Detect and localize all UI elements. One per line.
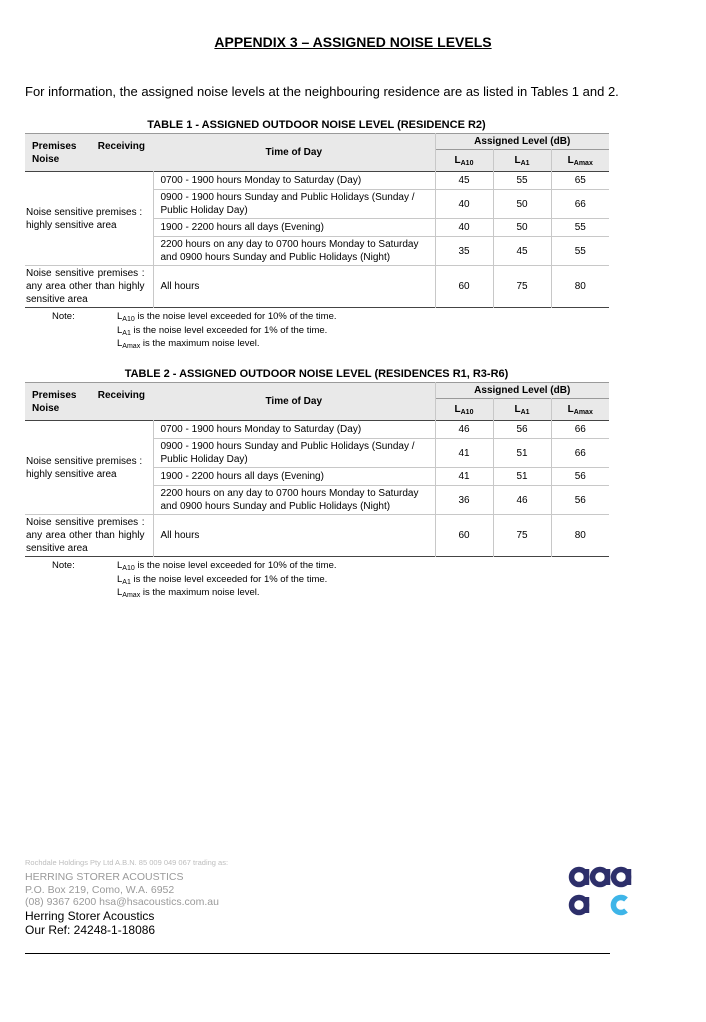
- premises-header: Premises Receiving Noise: [25, 134, 153, 172]
- value-cell: 40: [435, 190, 493, 219]
- value-cell: 36: [435, 486, 493, 515]
- assigned-level-header: Assigned Level (dB): [435, 134, 609, 150]
- note-line: $L_{A10}$ is the noise level exceeded for 10% of the time.: [117, 311, 337, 323]
- value-cell: 60: [435, 515, 493, 557]
- page-title: APPENDIX 3 – ASSIGNED NOISE LEVELS: [214, 34, 492, 50]
- footer-company: HERRING STORER ACOUSTICS: [25, 871, 184, 883]
- value-cell: 75: [493, 515, 551, 557]
- value-cell: 56: [551, 486, 609, 515]
- value-cell: 55: [551, 219, 609, 237]
- value-cell: 51: [493, 468, 551, 486]
- premises-cell: Noise sensitive premises : highly sensitive area: [25, 172, 153, 266]
- la1-header: $L_{A1}$: [493, 399, 551, 421]
- time-cell: 0700 - 1900 hours Monday to Saturday (Day): [153, 172, 435, 190]
- value-cell: 45: [435, 172, 493, 190]
- footer-trading-as: Rochdale Holdings Pty Ltd A.B.N. 85 009 049 067 trading as:: [25, 858, 229, 867]
- table-row: [25, 266, 609, 308]
- table-row: [25, 515, 609, 557]
- note-line: $L_{A1}$ is the noise level exceeded for 1% of the time.: [117, 573, 328, 586]
- time-header: Time of Day: [153, 383, 435, 421]
- value-cell: 35: [435, 237, 493, 266]
- time-cell: 1900 - 2200 hours all days (Evening): [153, 468, 435, 486]
- footer-name: Herring Storer Acoustics: [25, 908, 155, 923]
- value-cell: 66: [551, 421, 609, 439]
- assigned-level-header: Assigned Level (dB): [435, 383, 609, 399]
- lamax-header: $L_{Amax}$: [551, 399, 609, 421]
- value-cell: 45: [493, 237, 551, 266]
- table2: [25, 382, 609, 557]
- time-cell: All hours: [153, 515, 435, 557]
- value-cell: 50: [493, 219, 551, 237]
- value-cell: 65: [551, 172, 609, 190]
- footer-divider: [25, 953, 610, 954]
- value-cell: 56: [493, 421, 551, 439]
- lamax-header: $L_{Amax}$: [551, 150, 609, 172]
- table-row: [25, 172, 609, 190]
- value-cell: 66: [551, 439, 609, 468]
- la1-header: $L_{A1}$: [493, 150, 551, 172]
- value-cell: 55: [493, 172, 551, 190]
- footer-ref: Our Ref: 24248-1-18086: [25, 922, 156, 937]
- note-line: $L_{A10}$ is the noise level exceeded for 10% of the time.: [117, 560, 337, 572]
- value-cell: 75: [493, 266, 551, 308]
- footer-address: P.O. Box 219, Como, W.A. 6952: [25, 883, 175, 896]
- value-cell: 41: [435, 468, 493, 486]
- note-line: $L_{Amax}$ is the maximum noise level.: [117, 587, 260, 599]
- la10-header: $L_{A10}$: [435, 150, 493, 172]
- table1: [25, 133, 609, 308]
- value-cell: 80: [551, 266, 609, 308]
- value-cell: 60: [435, 266, 493, 308]
- note-line: $L_{A1}$ is the noise level exceeded for 1% of the time.: [117, 324, 328, 337]
- note-line: $L_{Amax}$ is the maximum noise level.: [117, 338, 260, 350]
- footer: [25, 858, 228, 937]
- premises-cell: Noise sensitive premises : any area other than highly sensitive area: [26, 268, 145, 305]
- la10-header: $L_{A10}$: [435, 399, 493, 421]
- table1-caption: TABLE 1 - ASSIGNED OUTDOOR NOISE LEVEL (RESIDENCE R2): [147, 119, 486, 131]
- note-label: Note:: [52, 311, 75, 322]
- time-cell: 1900 - 2200 hours all days (Evening): [153, 219, 435, 237]
- value-cell: 50: [493, 190, 551, 219]
- table1-notes: [0, 310, 706, 352]
- value-cell: 55: [551, 237, 609, 266]
- premises-cell: Noise sensitive premises : any area other than highly sensitive area: [26, 517, 145, 554]
- value-cell: 56: [551, 468, 609, 486]
- value-cell: 46: [493, 486, 551, 515]
- hsa-logo-icon: [568, 858, 634, 929]
- time-header: Time of Day: [153, 134, 435, 172]
- value-cell: 51: [493, 439, 551, 468]
- time-cell: All hours: [153, 266, 435, 308]
- premises-cell: Noise sensitive premises : highly sensitive area: [25, 421, 153, 515]
- premises-header: Premises Receiving Noise: [25, 383, 153, 421]
- intro-paragraph: For information, the assigned noise levels at the neighbouring residence are as listed in Tables 1 and 2.: [25, 84, 619, 99]
- time-cell: 0700 - 1900 hours Monday to Saturday (Day): [153, 421, 435, 439]
- table2-notes: [0, 559, 706, 601]
- footer-contact: (08) 9367 6200 hsa@hsacoustics.com.au: [25, 896, 219, 908]
- time-cell: 0900 - 1900 hours Sunday and Public Holidays (Sunday / Public Holiday Day): [153, 190, 435, 219]
- time-cell: 2200 hours on any day to 0700 hours Monday to Saturday and 0900 hours Sunday and Public Holidays (Night): [153, 237, 435, 266]
- value-cell: 41: [435, 439, 493, 468]
- value-cell: 40: [435, 219, 493, 237]
- note-label: Note:: [52, 560, 75, 571]
- table-row: [25, 421, 609, 439]
- value-cell: 80: [551, 515, 609, 557]
- value-cell: 66: [551, 190, 609, 219]
- time-cell: 0900 - 1900 hours Sunday and Public Holidays (Sunday / Public Holiday Day): [153, 439, 435, 468]
- table2-caption: TABLE 2 - ASSIGNED OUTDOOR NOISE LEVEL (RESIDENCES R1, R3-R6): [124, 368, 509, 380]
- value-cell: 46: [435, 421, 493, 439]
- time-cell: 2200 hours on any day to 0700 hours Monday to Saturday and 0900 hours Sunday and Public Holidays (Night): [153, 486, 435, 515]
